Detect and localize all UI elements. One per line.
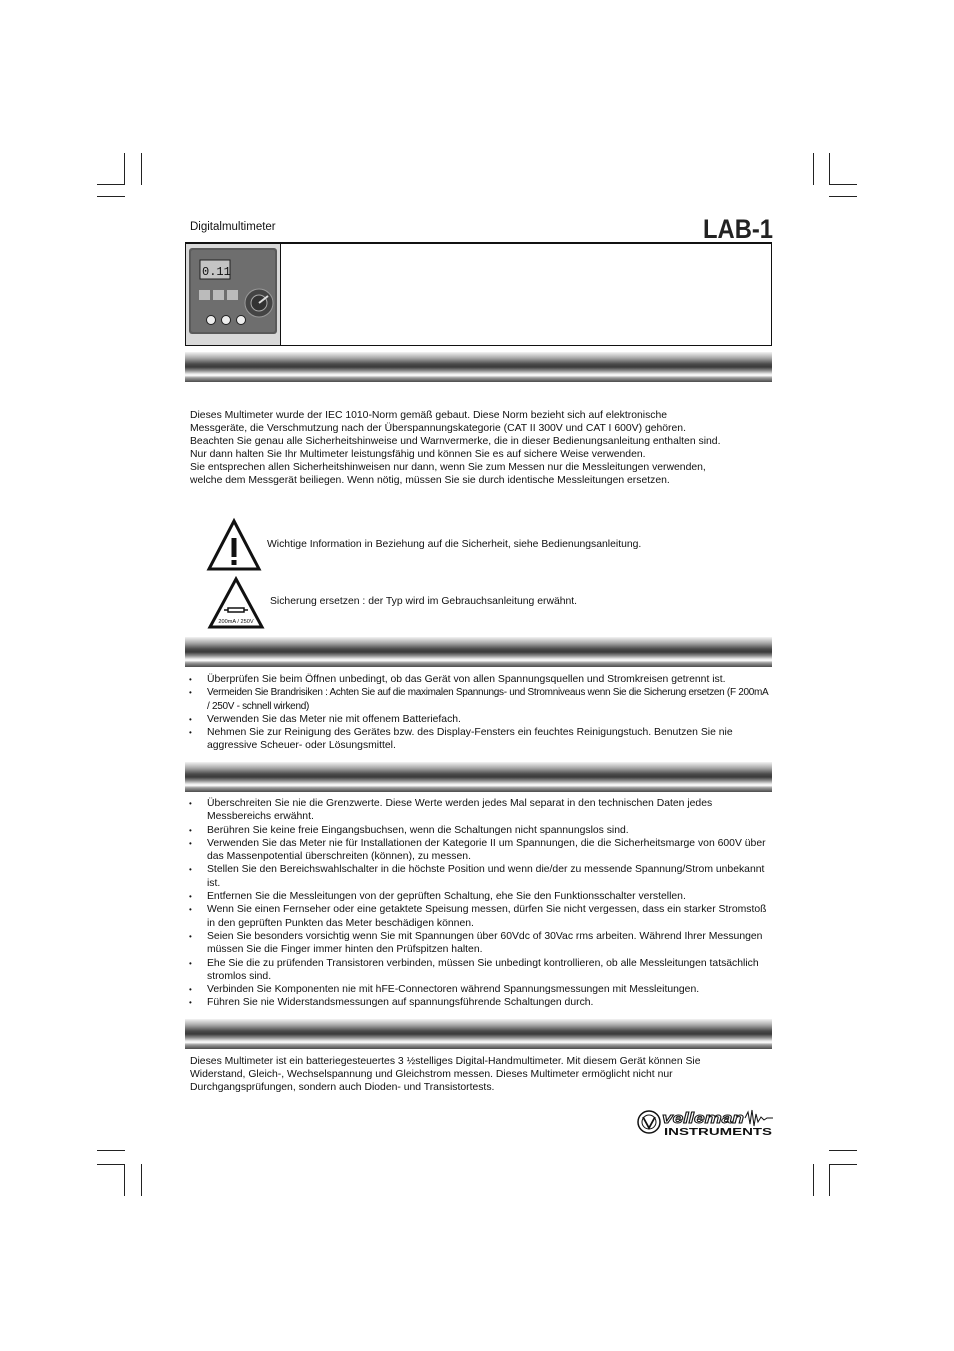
svg-text:0.11: 0.11 bbox=[202, 265, 231, 279]
text-line: Sie entsprechen allen Sicherheitshinweisen nur dann, wenn Sie zum Messen nur die Messleitungen verwenden, bbox=[190, 462, 706, 473]
crop-mark bbox=[97, 184, 125, 185]
list-item: • Überprüfen Sie beim Öffnen unbedingt, ob das Gerät von allen Spannungsquellen und Stromkreisen getrennt ist. bbox=[189, 673, 772, 686]
crop-mark bbox=[141, 153, 142, 185]
text-line: Durchgangsprüfungen, sondern auch Dioden- und Transistortests. bbox=[190, 1082, 495, 1093]
crop-mark bbox=[141, 1164, 142, 1196]
crop-mark bbox=[829, 1164, 857, 1165]
list-item: • Vermeiden Sie Brandrisiken : Achten Sie auf die maximalen Spannungs- und Stromniveaus wenn Sie die Sicherung ersetzen (F 200mA / 250V - schnell wirkend) bbox=[189, 686, 772, 713]
section-header-bar bbox=[185, 352, 772, 382]
crop-mark bbox=[829, 1164, 830, 1196]
text-line: Widerstand, Gleich-, Wechselspannung und Gleichstrom messen. Dieses Multimeter ermöglicht nicht nur bbox=[190, 1069, 673, 1080]
section-header-bar bbox=[185, 1019, 772, 1049]
crop-mark bbox=[97, 1150, 125, 1151]
text-line: Beachten Sie genau alle Sicherheitshinweise und Warnvermerke, die in dieser Bedienungsanleitung enthalten sind. bbox=[190, 436, 721, 447]
product-box bbox=[185, 242, 772, 346]
warning-icon bbox=[207, 519, 261, 571]
list-item: • Verwenden Sie das Meter nie mit offenem Batteriefach. bbox=[189, 713, 772, 726]
section-header-bar bbox=[185, 637, 772, 667]
list-item: • Verwenden Sie das Meter nie für Installationen der Kategorie II um Spannungen, die die Sicherheitsmarge von 600V über das Massenpotential überschreiten (können), zu messen. bbox=[189, 837, 772, 864]
crop-mark bbox=[124, 153, 125, 185]
fuse-warning-icon bbox=[208, 577, 264, 629]
crop-mark bbox=[97, 196, 125, 197]
list-item: • Wenn Sie einen Fernseher oder eine getaktete Speisung messen, dürfen Sie nicht vergessen, dass ein starker Stromstoß in den geprüften Punkten das Meter beschädigen können. bbox=[189, 903, 772, 930]
description-paragraph bbox=[190, 1055, 772, 1094]
crop-mark bbox=[97, 1164, 125, 1165]
safety-list bbox=[189, 797, 772, 1010]
svg-text:LAB-1: LAB-1 bbox=[703, 214, 773, 244]
page-title: Digitalmultimeter bbox=[190, 221, 276, 233]
list-item: • Stellen Sie den Bereichswahlschalter in die höchste Position und wenn die/der zu messende Spannung/Strom unbekannt ist. bbox=[189, 863, 772, 890]
svg-text:INSTRUMENTS: INSTRUMENTS bbox=[664, 1127, 773, 1138]
list-item: • Nehmen Sie zur Reinigung des Gerätes bzw. des Display-Fensters ein feuchtes Reinigungstuch. Benutzen Sie nie aggressive Scheuer- oder Lösungsmittel. bbox=[189, 726, 772, 753]
crop-mark bbox=[829, 196, 857, 197]
warning-description: Wichtige Information in Beziehung auf die Sicherheit, siehe Bedienungsanleitung. bbox=[267, 539, 642, 550]
fuse-description: Sicherung ersetzen : der Typ wird im Gebrauchsanleitung erwähnt. bbox=[270, 596, 578, 607]
crop-mark bbox=[124, 1164, 125, 1196]
list-item: • Entfernen Sie die Messleitungen von der geprüften Schaltung, ehe Sie den Funktionsschalter verstellen. bbox=[189, 890, 772, 903]
lab1-logo bbox=[703, 213, 773, 244]
crop-mark bbox=[813, 153, 814, 185]
svg-text:200mA / 250V: 200mA / 250V bbox=[218, 619, 254, 625]
list-item: • Verbinden Sie Komponenten nie mit hFE-Connectoren während Spannungsmessungen mit Messleitungen. bbox=[189, 983, 772, 996]
list-item: • Berühren Sie keine freie Eingangsbuchsen, wenn die Schaltungen nicht spannungslos sind. bbox=[189, 824, 772, 837]
section-header-bar bbox=[185, 762, 772, 792]
list-item: • Ehe Sie die zu prüfenden Transistoren verbinden, müssen Sie unbedingt kontrollieren, ob alle Messleitungen tatsächlich stromlos sind. bbox=[189, 957, 772, 984]
maintenance-list bbox=[189, 673, 772, 753]
crop-mark bbox=[829, 1150, 857, 1151]
list-item: • Führen Sie nie Widerstandsmessungen auf spannungsführende Schaltungen durch. bbox=[189, 996, 772, 1009]
crop-mark bbox=[813, 1164, 814, 1196]
text-line: Dieses Multimeter ist ein batteriegesteuertes 3 ½stelliges Digital-Handmultimeter. Mit diesem Gerät können Sie bbox=[190, 1056, 701, 1067]
crop-mark bbox=[829, 153, 830, 185]
list-item: • Seien Sie besonders vorsichtig wenn Sie mit Spannungen über 60Vdc of 30Vac rms arbeiten. Während Ihrer Messungen müssen Sie die Finger immer hinten den Prüfspitzen halten. bbox=[189, 930, 772, 957]
velleman-instruments-logo bbox=[637, 1108, 774, 1136]
crop-mark bbox=[829, 184, 857, 185]
text-line: welche dem Messgerät beiliegen. Wenn nötig, müssen Sie sie durch identische Messleitungen ersetzen. bbox=[190, 475, 670, 486]
text-line: Messgeräte, die Verschmutzung nach der Überspannungskategorie (CAT II 300V und CAT I 600V) gehören. bbox=[190, 423, 686, 434]
text-line: Dieses Multimeter wurde der IEC 1010-Norm gemäß gebaut. Diese Norm bezieht sich auf elektronische bbox=[190, 410, 668, 421]
text-line: Nur dann halten Sie Ihr Multimeter leistungsfähig und können Sie es auf sichere Weise verwenden. bbox=[190, 449, 646, 460]
svg-text:velleman: velleman bbox=[662, 1110, 744, 1127]
intro-paragraph bbox=[190, 409, 772, 487]
list-item: • Überschreiten Sie nie die Grenzwerte. Diese Werte werden jedes Mal separat in den technischen Daten jedes Messbereichs erwähnt. bbox=[189, 797, 772, 824]
box-divider bbox=[280, 244, 281, 345]
multimeter-photo bbox=[186, 244, 280, 345]
